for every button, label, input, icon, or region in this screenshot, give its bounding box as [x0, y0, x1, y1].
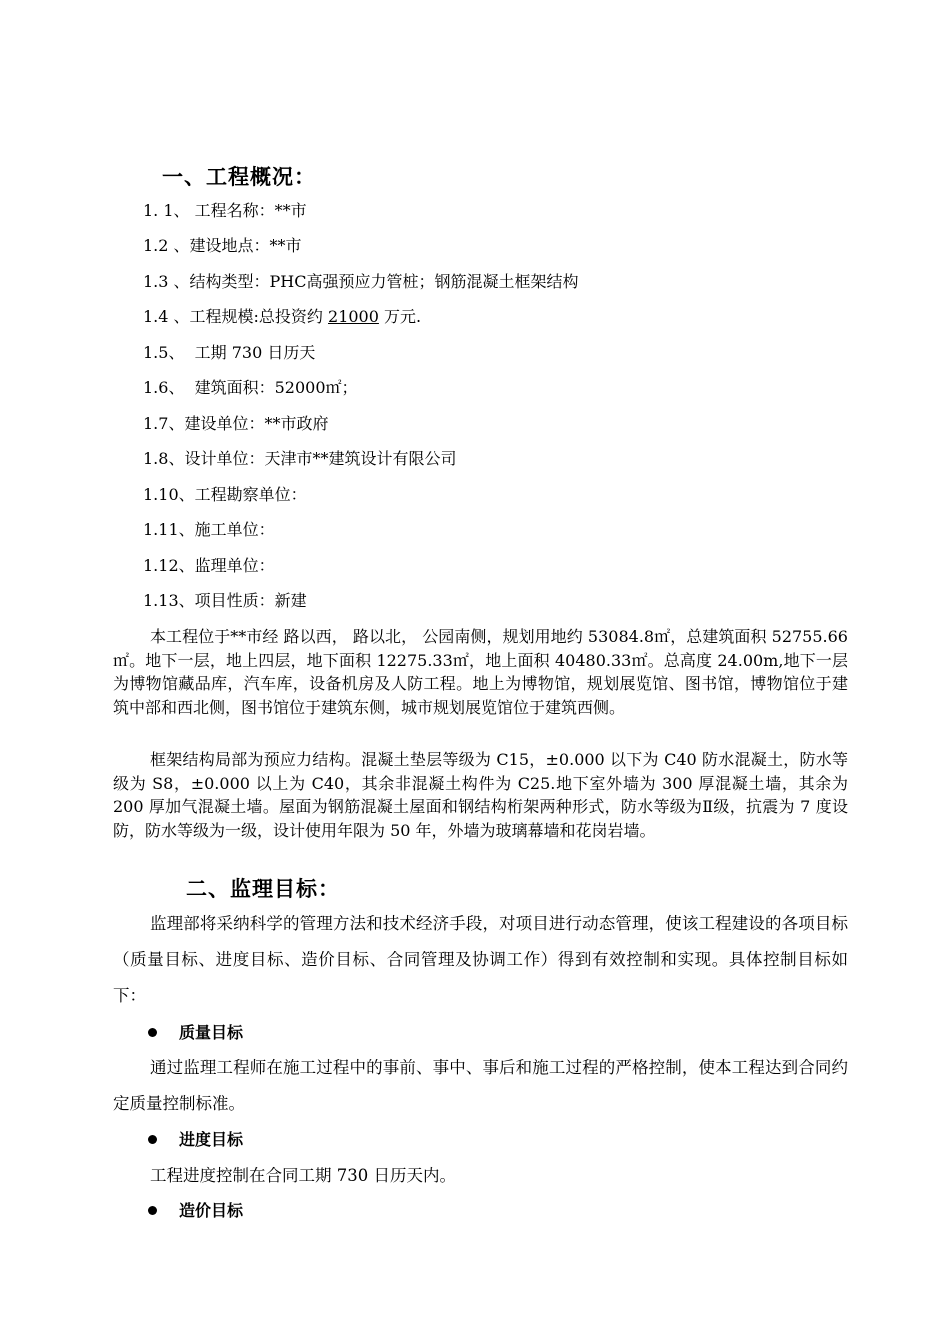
bullet-label: 造价目标 [179, 1201, 244, 1220]
list-item-contractor: 1.11、施工单位： [143, 520, 275, 539]
paragraph-structure-description: 框架结构局部为预应力结构。混凝土垫层等级为 C15，±0.000 以下为 C40 防水混凝土，防水等级为 S8，±0.000 以上为 C40，其余非混凝土构件为 C25.地下室外墙为 300 厚混凝土墙，其余为 200 厚加气混凝土墙。屋面为钢筋混凝土屋面和钢结构桁架两种形式，防水等级为Ⅱ级，抗震为 7 度设防，防水等级为一级，设计使用年限为 50 年，外墙为玻璃幕墙和花岗岩墙。 [113, 750, 848, 840]
list-item-project-scale [143, 306, 421, 328]
scale-prefix: 1.4 、工程规模:总投资约 [143, 307, 329, 326]
list-item-project-nature: 1.13、项目性质：新建 [143, 591, 307, 610]
list-item-floor-area: 1.6、 建筑面积：52000㎡； [143, 378, 358, 397]
paragraph-location-description: 本工程位于**市经 路以西， 路以北， 公园南侧，规划用地约 53084.8㎡，总建筑面积 52755.66㎡。地下一层，地上四层，地下面积 12275.33㎡，地上面积 40480.33㎡。总高度 24.00m,地下一层为博物馆藏品库，汽车库，设备机房及人防工程。地上为博物馆，规划展览馆、图书馆，博物馆位于建筑中部和西北侧，图书馆位于建筑东侧，城市规划展览馆位于建筑西侧。 [113, 627, 848, 717]
scale-amount: 21000 [328, 307, 379, 326]
bullet-label: 质量目标 [179, 1023, 244, 1042]
bullet-dot-icon [148, 1206, 157, 1215]
list-item-survey-unit: 1.10、工程勘察单位： [143, 485, 307, 504]
section-heading-overview: 一、工程概况： [162, 165, 316, 189]
section-heading-goals: 二、监理目标： [186, 877, 340, 901]
scale-suffix: 万元. [378, 307, 422, 326]
list-item-designer: 1.8、设计单位：天津市**建筑设计有限公司 [143, 449, 457, 468]
list-item-structure-type: 1.3 、结构类型：PHC高强预应力管桩；钢筋混凝土框架结构 [143, 272, 579, 291]
paragraph-quality-goal: 通过监理工程师在施工过程中的事前、事中、事后和施工过程的严格控制，使本工程达到合同约定质量控制标准。 [113, 1058, 848, 1113]
bullet-schedule-goal [148, 1129, 243, 1151]
paragraph-schedule-goal: 工程进度控制在合同工期 730 日历天内。 [150, 1166, 456, 1185]
bullet-label: 进度目标 [179, 1130, 244, 1149]
bullet-dot-icon [148, 1028, 157, 1037]
list-item-project-name: 1. 1、 工程名称：**市 [143, 201, 307, 220]
bullet-quality-goal [148, 1022, 243, 1044]
list-item-owner: 1.7、建设单位：**市政府 [143, 414, 329, 433]
list-item-supervisor: 1.12、监理单位： [143, 556, 275, 575]
list-item-location: 1.2 、建设地点：**市 [143, 236, 302, 255]
list-item-duration: 1.5、 工期 730 日历天 [143, 343, 316, 362]
bullet-cost-goal [148, 1200, 243, 1222]
paragraph-goals-intro: 监理部将采纳科学的管理方法和技术经济手段，对项目进行动态管理，使该工程建设的各项目标（质量目标、进度目标、造价目标、合同管理及协调工作）得到有效控制和实现。具体控制目标如下： [113, 914, 848, 1005]
bullet-dot-icon [148, 1135, 157, 1144]
